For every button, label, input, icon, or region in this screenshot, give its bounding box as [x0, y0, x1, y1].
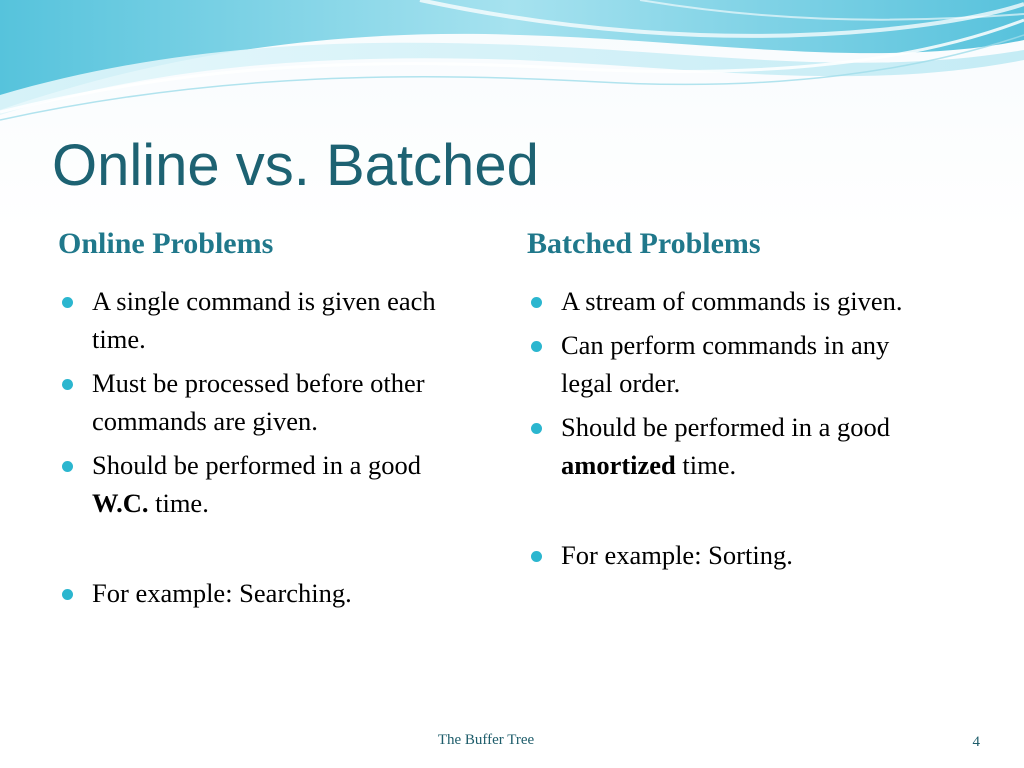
bullet-icon — [62, 461, 73, 472]
list-item — [58, 446, 478, 522]
bullet-text: Can perform commands in any legal order. — [561, 330, 890, 398]
list-item — [58, 364, 478, 440]
bullet-text-before: Should be performed in a good — [561, 412, 890, 442]
bullet-icon — [62, 297, 73, 308]
bullet-text-after: time. — [148, 488, 209, 518]
list-item — [58, 282, 478, 358]
slide-title: Online vs. Batched — [52, 133, 539, 198]
bullet-text: Must be processed before other commands are given. — [92, 368, 425, 436]
bullet-list — [527, 282, 947, 574]
list-item — [527, 282, 947, 320]
bullet-text-after: time. — [675, 450, 737, 480]
batched-problems-column — [527, 224, 947, 580]
bullet-text: A single command is given each time. — [92, 286, 436, 354]
list-item — [58, 574, 478, 612]
bullet-icon — [531, 341, 542, 352]
bullet-icon — [62, 589, 73, 600]
bullet-icon — [62, 379, 73, 390]
bullet-bold-text: amortized — [561, 450, 676, 480]
column-heading: Batched Problems — [527, 227, 761, 260]
list-item — [527, 408, 947, 484]
list-item — [527, 536, 947, 574]
bullet-list — [58, 282, 478, 612]
list-item — [527, 326, 947, 402]
bullet-icon — [531, 423, 542, 434]
page-number: 4 — [972, 734, 980, 750]
column-heading: Online Problems — [58, 227, 274, 260]
header-wave-decoration — [0, 0, 1024, 130]
bullet-text-before: Should be performed in a good — [92, 450, 421, 480]
bullet-text: For example: Sorting. — [561, 540, 793, 570]
bullet-text: For example: Searching. — [92, 578, 352, 608]
bullet-icon — [531, 551, 542, 562]
footer-text: The Buffer Tree — [437, 732, 535, 748]
bullet-text: A stream of commands is given. — [561, 286, 903, 316]
bullet-icon — [531, 297, 542, 308]
bullet-bold-text: W.C. — [92, 488, 149, 518]
online-problems-column — [58, 224, 478, 618]
